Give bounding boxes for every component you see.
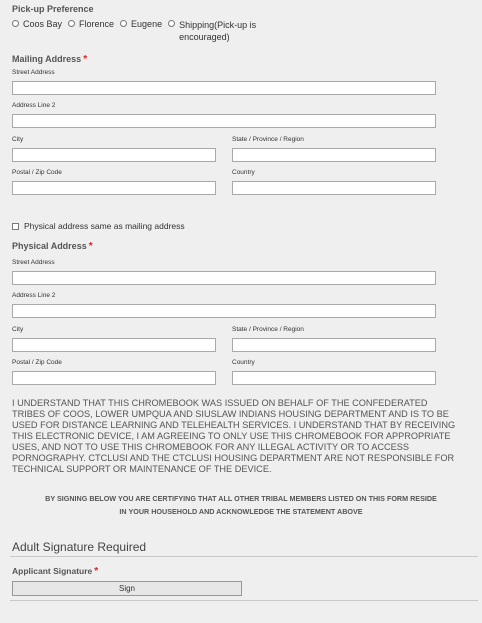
radio-label: Florence xyxy=(79,19,115,29)
physical-line2-input[interactable] xyxy=(12,304,436,318)
radio-label-continued: encouraged) xyxy=(179,32,230,42)
physical-line2-label: Address Line 2 xyxy=(12,292,56,299)
radio-button[interactable] xyxy=(120,20,127,27)
legal-line: USES, AND NOT TO USE THIS CHROMEBOOK FOR ANY ILLEGAL ACTIVITY OR TO ACCESS xyxy=(12,442,410,452)
mailing-zip-label: Postal / Zip Code xyxy=(12,169,62,176)
physical-city-input[interactable] xyxy=(12,338,216,352)
radio-button[interactable] xyxy=(168,20,175,27)
required-asterisk: * xyxy=(83,54,88,65)
legal-line: TRIBES OF COOS, LOWER UMPQUA AND SIUSLAW INDIANS HOUSING DEPARTMENT AND IS TO BE xyxy=(12,409,449,419)
physical-country-input[interactable] xyxy=(232,371,436,385)
mailing-zip-input[interactable] xyxy=(12,181,216,195)
physical-city-label: City xyxy=(12,326,24,333)
certification-line: BY SIGNING BELOW YOU ARE CERTIFYING THAT ALL OTHER TRIBAL MEMBERS LISTED ON THIS FORM RESIDE xyxy=(45,494,437,503)
physical-country-label: Country xyxy=(232,359,255,366)
radio-label: Shipping(Pick-up is xyxy=(179,20,257,30)
mailing-country-label: Country xyxy=(232,169,255,176)
physical-zip-input[interactable] xyxy=(12,371,216,385)
mailing-address-heading xyxy=(12,54,87,65)
same-address-label: Physical address same as mailing address xyxy=(24,221,185,231)
legal-line: I UNDERSTAND THAT THIS CHROMEBOOK WAS ISSUED ON BEHALF OF THE CONFEDERATED xyxy=(12,398,428,408)
certification-statement xyxy=(0,492,482,518)
legal-line: USED FOR DISTANCE LEARNING AND TELEHEALTH SERVICES. I UNDERSTAND THAT BY RECEIVING xyxy=(12,420,456,430)
physical-state-input[interactable] xyxy=(232,338,436,352)
radio-label: Coos Bay xyxy=(23,19,63,29)
mailing-street-label: Street Address xyxy=(12,69,55,76)
pickup-preference-label: Pick-up Preference xyxy=(12,4,94,14)
legal-line: TECHNICAL SUPPORT OR MAINTENANCE OF THE DEVICE. xyxy=(12,464,272,474)
mailing-city-input[interactable] xyxy=(12,148,216,162)
mailing-line2-input[interactable] xyxy=(12,114,436,128)
mailing-line2-label: Address Line 2 xyxy=(12,102,56,109)
radio-button[interactable] xyxy=(68,20,75,27)
section-divider xyxy=(10,556,478,557)
bottom-divider xyxy=(10,600,478,601)
physical-state-label: State / Province / Region xyxy=(232,326,304,333)
radio-option-florence[interactable] xyxy=(68,19,114,29)
radio-option-shipping[interactable] xyxy=(168,19,256,43)
legal-line: PORNOGRAPHY. CTCLUSI AND THE CTCLUSI HOUSING DEPARTMENT ARE NOT RESPONSIBLE FOR xyxy=(12,453,455,463)
adult-signature-heading: Adult Signature Required xyxy=(12,540,147,554)
physical-zip-label: Postal / Zip Code xyxy=(12,359,62,366)
physical-street-label: Street Address xyxy=(12,259,55,266)
same-address-option[interactable] xyxy=(12,221,185,231)
mailing-country-input[interactable] xyxy=(232,181,436,195)
physical-street-input[interactable] xyxy=(12,271,436,285)
sign-button[interactable]: Sign xyxy=(12,581,242,596)
mailing-city-label: City xyxy=(12,136,24,143)
physical-address-heading xyxy=(12,241,93,252)
radio-option-eugene[interactable] xyxy=(120,19,162,29)
mailing-state-label: State / Province / Region xyxy=(232,136,304,143)
applicant-signature-label-row xyxy=(12,566,98,577)
radio-label: Eugene xyxy=(131,19,163,29)
applicant-signature-label: Applicant Signature xyxy=(12,566,93,576)
same-address-checkbox[interactable] xyxy=(12,223,19,230)
required-asterisk: * xyxy=(88,241,93,252)
physical-address-title: Physical Address xyxy=(12,241,87,251)
legal-statement xyxy=(12,398,478,475)
required-asterisk: * xyxy=(94,566,99,577)
mailing-street-input[interactable] xyxy=(12,81,436,95)
certification-line: IN YOUR HOUSEHOLD AND ACKNOWLEDGE THE STATEMENT ABOVE xyxy=(119,507,363,516)
legal-line: THIS ELECTRONIC DEVICE, I AM AGREEING TO ONLY USE THIS CHROMEBOOK FOR APPROPRIATE xyxy=(12,431,451,441)
radio-option-coos-bay[interactable] xyxy=(12,19,62,29)
mailing-address-title: Mailing Address xyxy=(12,54,82,64)
pickup-radio-group xyxy=(12,19,262,43)
mailing-state-input[interactable] xyxy=(232,148,436,162)
radio-button[interactable] xyxy=(12,20,19,27)
